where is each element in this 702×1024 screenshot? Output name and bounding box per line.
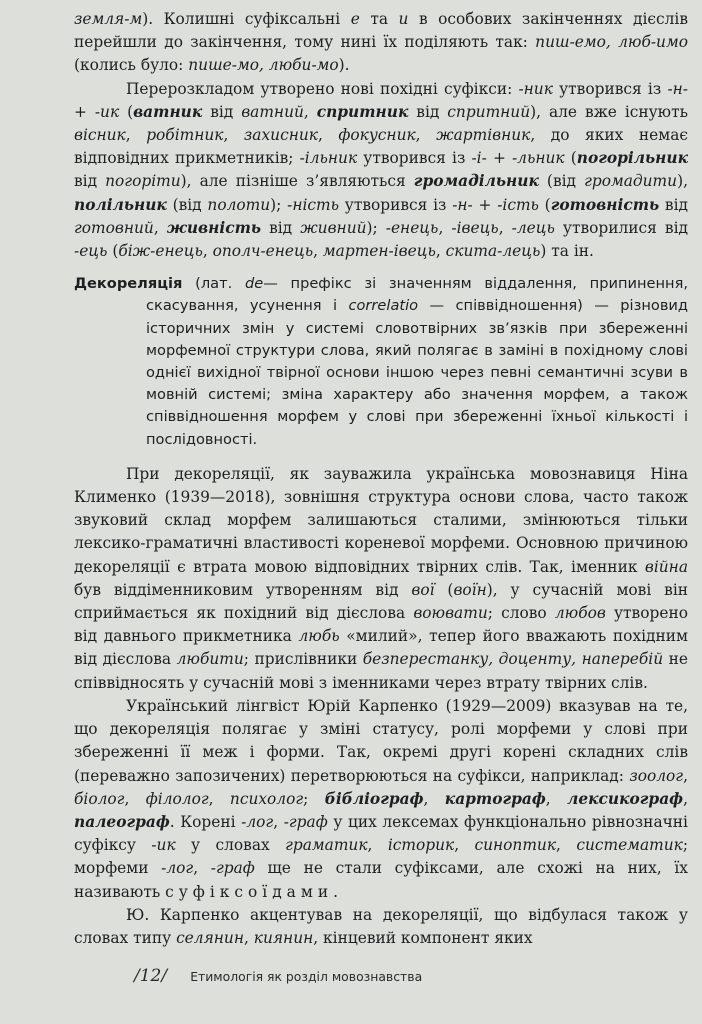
page-footer (134, 966, 422, 986)
running-head: Етимологія як розділ мовознавства (190, 969, 423, 984)
paragraph-continued: земля-м). Колишні суфіксальні е та и в особових закінченнях дієслів перейшли до закінчення, тому нині їх поділяють так: пиш-емо, люб-имо (колись було: пише-мо, люби-мо). (74, 10, 688, 75)
paragraph-resegmentation: Перерозкладом утворено нові похідні суфікси: -ник утворився із -н- + -ик (ватник від ватний, спритник від спритний), але вже існують вісник, робітник, захисник, фокусник, жартівник, до яких немає відповідних прикметників; -ільник утворився із -і- + -льник (погорільник від погоріти), але пізніше з’являються громадільник (від громадити), полільник (від полоти); -ність утворився із -н- + -ість (готовність від готовний, живність від живний); -енець, -івець, -лець утворилися від -ець (біж-енець, ополч-енець, мартен-івець, скита-лець) та ін. (74, 79, 688, 261)
paragraph-klymenko: При декореляції, як зауважила українська мовознавиця Ніна Клименко (1939—2018), зовнішня структура основи слова, часто також звуковий склад морфем залишаються сталими, змінюються тільки лексико-граматичні властивості кореневої морфеми. Основною причиною декореляції є втрата мовою відповідних твірних слів. Так, іменник війна був віддіменниковим утворенням від вої (воїн), у сучасній мові він сприймається як похідний від дієслова воювати; слово любов утворено від давнього прикметника любь «милий», тепер його вважають похідним від дієслова любити; прислівники безперестанку, доценту, наперебій не співвідносять у сучасній мові з іменниками через втрату твірних слів. (74, 464, 689, 692)
definition-decorrelation: Декореляція (лат. de— префікс зі значенням віддалення, припинення, скасування, усунення і correlatio — співвідношення) — різновид історичних змін у системі словотвірних зв’язків при збереженні морфемної структури слова, який полягає в заміні в похідному слові однієї вихідної твірної основи іншою через певні семантичні зсуви в мовній системі; зміна характеру або значення морфем, а також співвідношення морфем у слові при збереженні їхньої кількості і послідовності. (74, 275, 688, 448)
paragraph-karpenko: Український лінгвіст Юрій Карпенко (1929—2009) вказував на те, що декореляція полягає у зміні статусу, ролі морфеми у слові при збереженні її меж і форми. Так, окремі другі корені складних слів (переважно запозичених) перетворюються на суфікси, наприклад: зоолог, біолог, філолог, психолог; бібліограф, картограф, лексикограф, палеограф. Корені -лог, -граф у цих лексемах функціонально рівнозначні суфіксу -ик у словах граматик, історик, синоптик, систематик; морфеми -лог, -граф ще не стали суфіксами, але схожі на них, їх називають суфіксоїдами. (74, 696, 689, 901)
page-number: /12/ (134, 966, 168, 986)
paragraph-karpenko-accent: Ю. Карпенко акцентував на декореляції, що відбулася також у словах типу селянин, киянин, кінцевий компонент яких (74, 905, 688, 947)
text-column (74, 8, 688, 950)
